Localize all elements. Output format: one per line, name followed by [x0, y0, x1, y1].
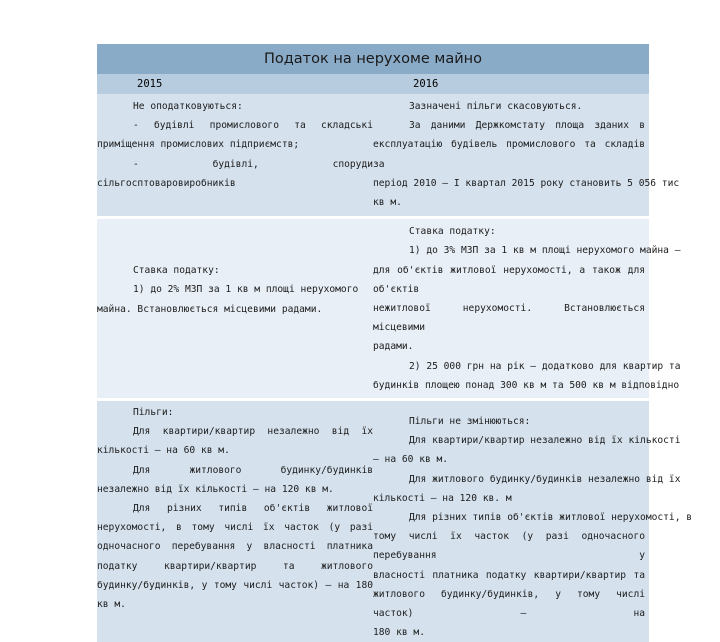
row2-right-line: радами.: [373, 341, 414, 353]
row2-right-line: Ставка податку:: [409, 226, 496, 238]
header-2016: 2016: [373, 74, 649, 94]
row3-right-line: 180 кв м.: [373, 627, 425, 639]
row3-right-line: кількості – на 120 кв. м: [373, 492, 512, 504]
row2-right-line: 1) до 3% МЗП за 1 кв м площі нерухомого майна –: [409, 245, 681, 257]
row1-left-line: сільгосптоваровиробників: [97, 177, 236, 189]
row1-left-line: - будівлі, споруди: [133, 158, 373, 170]
row3-right-line: тому числі їх часток (у разі одночасного перебування у: [373, 531, 645, 562]
header-2015: 2015: [97, 74, 373, 94]
row3-right-line: Пільги не змінюються:: [409, 416, 531, 428]
row1-left-cell: [97, 94, 373, 216]
row3-left-line: податку квартири/квартир та житлового: [97, 560, 373, 572]
row1-left-line: приміщення промислових підприємств;: [97, 139, 300, 151]
row3-left-line: Для різних типів об'єктів житлової: [133, 503, 373, 515]
row2-right-line: для об'єктів житлової нерухомості, а також для об'єктів: [373, 264, 645, 295]
row1-right-line: період 2010 – I квартал 2015 року становить 5 056 тис: [373, 177, 680, 189]
row2-left-cell: [97, 219, 373, 398]
row3-right-line: власності платника податку квартири/квартир та: [373, 569, 645, 581]
row2-left-line: Ставка податку:: [133, 265, 220, 277]
row3-left-line: нерухомості, в тому числі їх часток (у разі: [97, 522, 373, 534]
row1-right-line: Зазначені пільги скасовуються.: [409, 101, 583, 112]
row2-right-cell: [373, 219, 681, 398]
tax-comparison-table: [97, 44, 693, 642]
row3-left-line: незалежно від їх кількості – на 120 кв м.: [97, 483, 334, 495]
row3-left-line: кількості – на 60 кв м.: [97, 445, 230, 457]
row3-left-line: одночасного перебування у власності платника: [97, 541, 373, 553]
row2-right-line: нежитлової нерухомості. Встановлюється місцевими: [373, 303, 645, 334]
table-title: Податок на нерухоме майно: [97, 44, 649, 74]
row1-right-line: кв м.: [373, 197, 402, 209]
row3-left-line: Для житлового будинку/будинків: [133, 464, 373, 476]
row1-right-line: експлуатацію будівель промислового та складів за: [373, 139, 645, 170]
row2-right-line: будинків площею понад 300 кв м та 500 кв м відповідно: [373, 379, 680, 391]
row3-right-line: житлового будинку/будинків, у тому числі часток) – на: [373, 588, 645, 620]
row3-left-cell: [97, 401, 373, 642]
row3-right-line: Для різних типів об'єктів житлової нерухомості, в: [409, 512, 693, 524]
row2-left-line: 1) до 2% МЗП за 1 кв м площі нерухомого: [133, 284, 359, 296]
row3-left-line: Пільги:: [133, 407, 174, 419]
row3-left-line: Для квартири/квартир незалежно від їх: [133, 426, 373, 438]
row1-left-line: Не оподатковуються:: [133, 101, 243, 112]
row1-right-cell: [373, 94, 680, 216]
row1-right-line: За даними Держкомстату площа зданих в: [409, 120, 645, 132]
row3-right-line: – на 60 кв м.: [373, 454, 449, 466]
row3-right-cell: [373, 401, 693, 642]
row2-left-line: майна. Встановлюється місцевими радами.: [97, 303, 323, 315]
row1-left-line: - будівлі промислового та складські: [133, 120, 373, 132]
row2-right-line: 2) 25 000 грн на рік – додатково для квартир та: [409, 360, 681, 372]
row3-left-line: будинку/будинків, у тому числі часток) – на 180: [97, 579, 373, 591]
row3-right-line: Для квартири/квартир незалежно від їх кількості: [409, 435, 681, 447]
row3-right-line: Для житлового будинку/будинків незалежно від їх: [409, 473, 681, 485]
row3-left-line: кв м.: [97, 599, 126, 611]
